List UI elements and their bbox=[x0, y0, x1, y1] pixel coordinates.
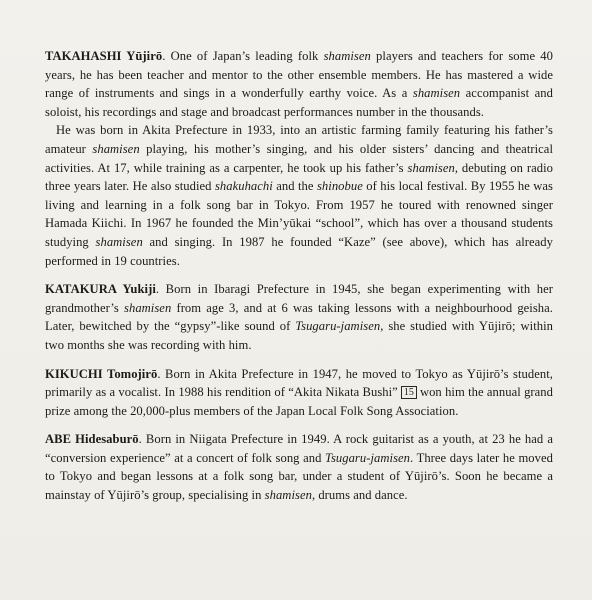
italic-term: shamisen bbox=[92, 141, 140, 156]
section-spacer bbox=[45, 420, 553, 430]
italic-term: Tsugaru-jamisen bbox=[295, 319, 381, 334]
text-run: playing, his mother’s singing, and his older sisters’ dancing and theatrical activities. At 17, while training as a carpenter, he took up his father’s bbox=[45, 141, 553, 175]
text-run: . Born in Akita Prefecture in 1947, he moved to Tokyo as Yūjirō’s student, primarily as a vocalist. In 1988 his rendition of “Akita Nikata Bushi” bbox=[45, 366, 553, 400]
section-spacer bbox=[45, 270, 553, 280]
italic-term: shinobue bbox=[316, 179, 363, 194]
musician-given-name: Yūjirō bbox=[126, 49, 163, 63]
text-run: , she studied with Yūjirō; within two months she was recording with him. bbox=[45, 319, 553, 352]
musician-name bbox=[45, 367, 157, 381]
musician-surname: KIKUCHI bbox=[45, 366, 103, 381]
text-run: and the bbox=[272, 179, 317, 194]
biography-paragraph bbox=[45, 430, 553, 504]
italic-term: Tsugaru-jamisen bbox=[325, 450, 411, 465]
musician-name bbox=[45, 282, 156, 296]
text-run: He was born in Akita Prefecture in 1933, into an artistic farming family featuring his father’s amateur bbox=[45, 123, 553, 156]
musician-name bbox=[45, 432, 139, 446]
biography-paragraph bbox=[45, 47, 553, 121]
text-run: , debuting on radio three years later. He also studied bbox=[45, 160, 554, 194]
musician-given-name: Tomojirō bbox=[107, 366, 158, 381]
musician-surname: ABE bbox=[45, 432, 72, 447]
italic-term: shamisen bbox=[124, 300, 172, 315]
italic-term: shamisen bbox=[264, 488, 312, 503]
musician-surname: TAKAHASHI bbox=[45, 49, 122, 63]
text-run: . Three days later he moved to Tokyo and began lessons at a folk song bar, under a student of Yūjirō’s. Soon he became a mainstay of Yūjirō’s group, specialising in bbox=[45, 450, 553, 503]
text-run: . Born in Niigata Prefecture in 1949. A rock guitarist as a youth, at 23 he had a “conversion experience” at a concert of folk song and bbox=[45, 432, 553, 465]
text-run: and singing. In 1987 he founded “Kaze” (see above), which has already performed in 19 countries. bbox=[45, 234, 553, 268]
biography-paragraph bbox=[45, 365, 553, 421]
track-number-badge: 15 bbox=[401, 386, 417, 399]
italic-term: shamisen bbox=[95, 234, 143, 249]
italic-term: shamisen bbox=[412, 86, 461, 101]
text-run: . One of Japan’s leading folk bbox=[162, 49, 324, 63]
text-run: , drums and dance. bbox=[311, 488, 408, 503]
musician-name bbox=[45, 49, 162, 63]
musician-given-name: Yukiji bbox=[122, 282, 156, 297]
musician-surname: KATAKURA bbox=[45, 282, 117, 297]
text-run: won him the annual grand prize among the 20,000-plus members of the Japan Local Folk Song Association. bbox=[45, 385, 553, 418]
italic-term: shamisen bbox=[407, 160, 455, 175]
text-run: players and teachers for some 40 years, he has been teacher and mentor to the other ensemble members. He has mastered a wide range of instruments and sings in a wonderfully earthy voice. As a bbox=[45, 49, 554, 101]
italic-term: shakuhachi bbox=[214, 179, 273, 194]
musician-given-name: Hidesaburō bbox=[75, 432, 139, 447]
biography-paragraph bbox=[45, 280, 553, 354]
biography-continuation-paragraph bbox=[45, 121, 553, 270]
text-run: from age 3, and at 6 was taking lessons with a neighbourhood geisha. Later, bewitched by the “gypsy”-like sound of bbox=[45, 300, 553, 334]
text-run: . Born in Ibaragi Prefecture in 1945, she began experimenting with her grandmother’s bbox=[45, 282, 553, 315]
text-run: accompanist and soloist, his recordings and stage and broadcast performances number in the thousands. bbox=[45, 86, 553, 119]
italic-term: shamisen bbox=[323, 49, 371, 63]
musician-biographies bbox=[45, 47, 553, 505]
text-run: of his local festival. By 1955 he was living and learning in a folk song bar in Tokyo. From 1957 he toured with renowned singer Hamada Kiichi. In 1967 he founded the Min’yūkai “school”, which has over a thousand students studying bbox=[45, 179, 553, 249]
section-spacer bbox=[45, 355, 553, 365]
